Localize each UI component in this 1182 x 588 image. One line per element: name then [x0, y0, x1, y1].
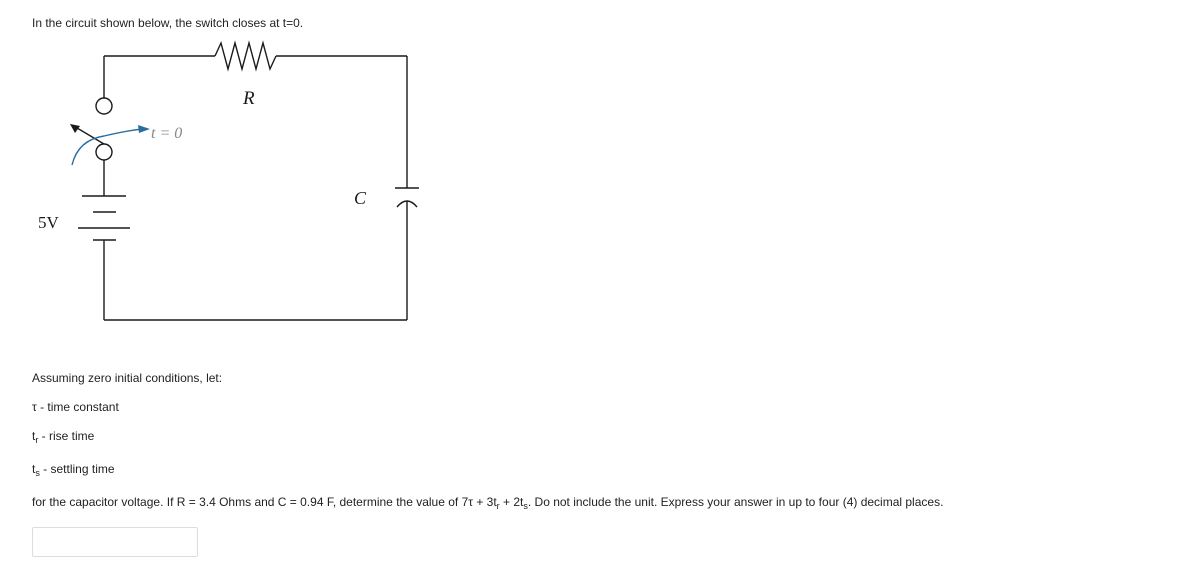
prompt-part-2: + 2t [499, 495, 524, 509]
ts-description: - settling time [39, 462, 115, 476]
prompt-sub-s: s [523, 501, 528, 511]
tr-subscript: r [35, 435, 39, 445]
switch-terminal-bottom [96, 144, 112, 160]
switch-label: t = 0 [151, 125, 183, 142]
ts-subscript: s [35, 468, 40, 478]
source-label: 5V [38, 213, 59, 232]
intro-text: In the circuit shown below, the switch closes at t=0. [32, 16, 304, 30]
tau-description: - time constant [36, 400, 119, 414]
circuit-diagram [0, 0, 460, 330]
tau-symbol: τ [32, 400, 37, 414]
answer-input[interactable] [32, 527, 198, 557]
prompt-part-1: for the capacitor voltage. If R = 3.4 Ohms and C = 0.94 F, determine the value of 7τ + 3t [32, 495, 497, 509]
question-prompt [32, 495, 943, 509]
switch-terminal-top [96, 98, 112, 114]
resistor-symbol [215, 43, 276, 69]
tr-description: - rise time [38, 429, 95, 443]
capacitor-label: C [354, 188, 367, 208]
ts-symbol: t [32, 462, 36, 476]
prompt-sub-r: r [496, 501, 500, 511]
assumption-text: Assuming zero initial conditions, let: [32, 371, 223, 385]
resistor-label: R [243, 88, 255, 109]
prompt-part-3: . Do not include the unit. Express your answer in up to four (4) decimal places. [527, 495, 944, 509]
switch-arc-arrowhead [138, 125, 150, 133]
definition-rise-time [32, 429, 94, 443]
definition-settling-time [32, 462, 115, 476]
tr-symbol: t [32, 429, 36, 443]
definition-time-constant [32, 400, 119, 414]
